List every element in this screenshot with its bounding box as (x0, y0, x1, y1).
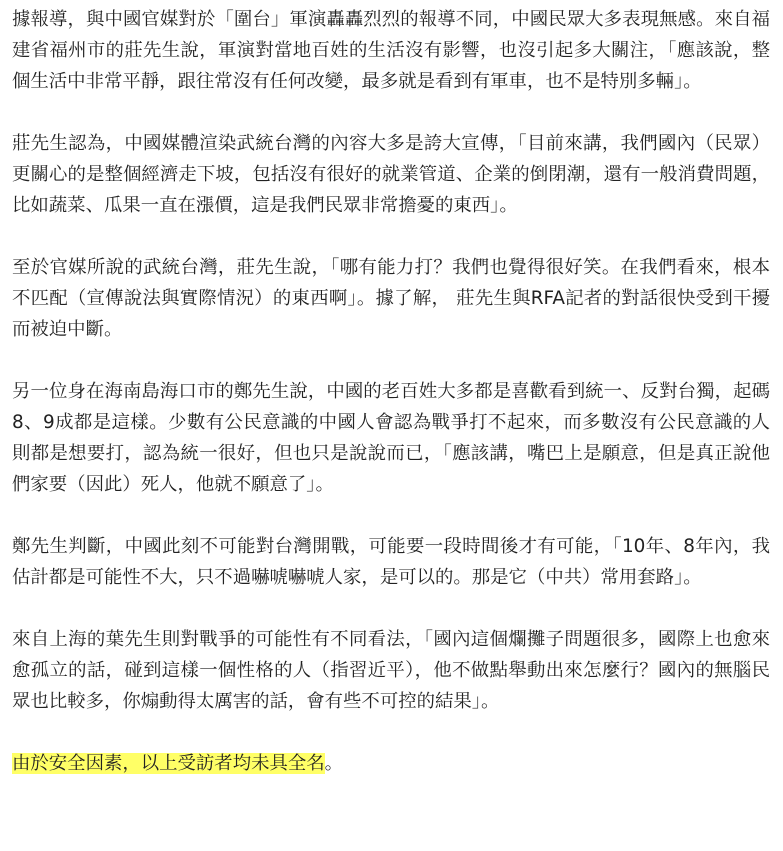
article-paragraph: 莊先生認為，中國媒體渲染武統台灣的內容大多是誇大宣傳，「目前來講，我們國內（民眾）更關心的是整個經濟走下坡，包括沒有很好的就業管道、企業的倒閉潮，還有一般消費問題，比如蔬菜、瓜果一直在漲價，這是我們民眾非常擔憂的東西」。 (12, 133, 770, 216)
article-body (12, 4, 770, 810)
closing-note (12, 748, 770, 779)
article-paragraph: 另一位身在海南島海口市的鄭先生說，中國的老百姓大多都是喜歡看到統一、反對台獨，起碼8、9成都是這樣。少數有公民意識的中國人會認為戰爭打不起來，而多數沒有公民意識的人則都是想要打，認為統一很好，但也只是說說而已，「應該講，嘴巴上是願意，但是真正說他們家要（因此）死人，他就不願意了」。 (12, 381, 770, 495)
article-paragraph: 鄭先生判斷，中國此刻不可能對台灣開戰，可能要一段時間後才有可能，「10年、8年內，我估計都是可能性不大，只不過嚇唬嚇唬人家，是可以的。那是它（中共）常用套路」。 (12, 536, 770, 588)
article-paragraph: 據報導，與中國官媒對於「圍台」軍演轟轟烈烈的報導不同，中國民眾大多表現無感。來自福建省福州市的莊先生說，軍演對當地百姓的生活沒有影響，也沒引起多大關注，「應該說，整個生活中非常平靜，跟往常沒有任何改變，最多就是看到有軍車，也不是特別多輛」。 (12, 9, 770, 92)
highlighted-text: 由於安全因素，以上受訪者均未具全名 (12, 753, 325, 774)
closing-punctuation: 。 (324, 753, 344, 774)
article-paragraph: 至於官媒所說的武統台灣，莊先生說，「哪有能力打？我們也覺得很好笑。在我們看來，根本不匹配（宣傳說法與實際情況）的東西啊」。據了解， 莊先生與RFA記者的對話很快受到干擾而被迫中斷。 (12, 257, 770, 340)
article-paragraph: 來自上海的葉先生則對戰爭的可能性有不同看法，「國內這個爛攤子問題很多，國際上也愈來愈孤立的話，碰到這樣一個性格的人（指習近平），他不做點舉動出來怎麼行？國內的無腦民眾也比較多，你煽動得太厲害的話，會有些不可控的結果」。 (12, 629, 770, 712)
